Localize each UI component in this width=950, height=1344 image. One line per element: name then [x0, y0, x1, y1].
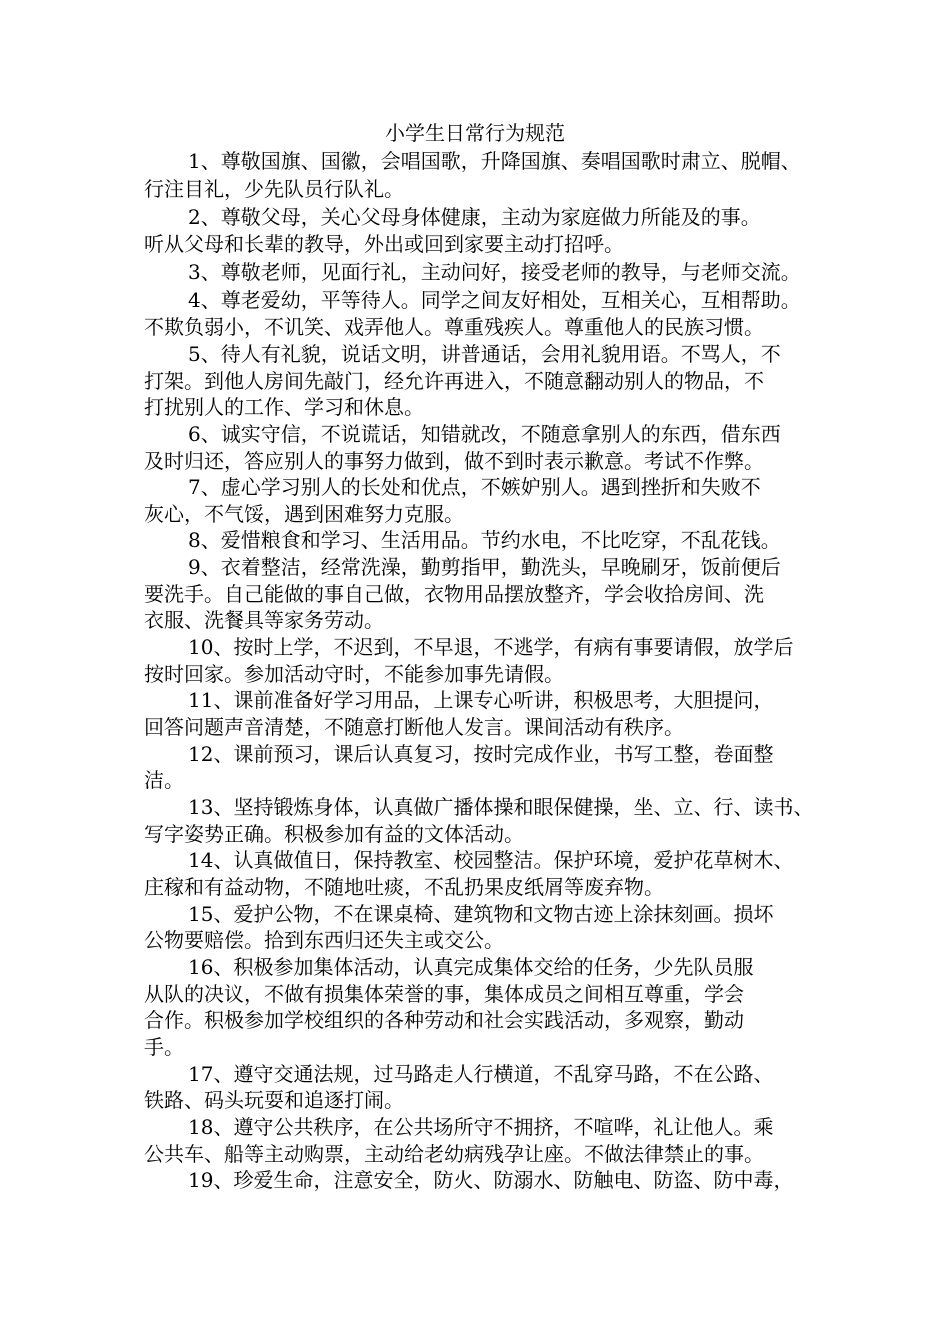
text-line: 12、课前预习，课后认真复习，按时完成作业，书写工整，卷面整: [188, 742, 774, 766]
text-line: 公共车、船等主动购票，主动给老幼病残孕让座。不做法律禁止的事。: [144, 1142, 764, 1166]
text-line: 及时归还，答应别人的事努力做到，做不到时表示歉意。考试不作弊。: [144, 449, 764, 473]
text-line: 手。: [144, 1035, 184, 1059]
text-line: 19、珍爱生命，注意安全，防火、防溺水、防触电、防盗、防中毒，: [188, 1168, 794, 1192]
text-line: 行注目礼，少先队员行队礼。: [144, 177, 404, 201]
text-line: 14、认真做值日，保持教室、校园整洁。保护环境，爱护花草树木、: [188, 848, 794, 872]
text-line: 11、课前准备好学习用品，上课专心听讲，积极思考，大胆提问，: [188, 688, 774, 712]
text-line: 要洗手。自己能做的事自己做，衣物用品摆放整齐，学会收拾房间、洗: [144, 582, 764, 606]
text-line: 按时回家。参加活动守时，不能参加事先请假。: [144, 662, 564, 686]
text-line: 合作。积极参加学校组织的各种劳动和社会实践活动，多观察，勤动: [144, 1008, 744, 1032]
text-line: 13、坚持锻炼身体，认真做广播体操和眼保健操，坐、立、行、读书、: [188, 795, 814, 819]
text-line: 回答问题声音清楚，不随意打断他人发言。课间活动有秩序。: [144, 715, 684, 739]
text-line: 铁路、码头玩耍和追逐打闹。: [144, 1088, 404, 1112]
text-line: 7、虚心学习别人的长处和优点，不嫉妒别人。遇到挫折和失败不: [188, 475, 761, 499]
text-line: 9、衣着整洁，经常洗澡，勤剪指甲，勤洗头，早晚刷牙，饭前便后: [188, 555, 781, 579]
text-line: 2、尊敬父母，关心父母身体健康，主动为家庭做力所能及的事。: [188, 205, 761, 229]
text-line: 8、爱惜粮食和学习、生活用品。节约水电，不比吃穿，不乱花钱。: [188, 528, 781, 552]
text-line: 16、积极参加集体活动，认真完成集体交给的任务，少先队员服: [188, 955, 754, 979]
text-line: 从队的决议，不做有损集体荣誉的事，集体成员之间相互尊重，学会: [144, 982, 744, 1006]
text-line: 1、尊敬国旗、国徽，会唱国歌，升降国旗、奏唱国歌时肃立、脱帽、: [188, 149, 801, 173]
text-line: 公物要赔偿。拾到东西归还失主或交公。: [144, 928, 504, 952]
text-line: 洁。: [144, 768, 184, 792]
text-line: 庄稼和有益动物，不随地吐痰，不乱扔果皮纸屑等废弃物。: [144, 875, 664, 899]
text-line: 灰心，不气馁，遇到困难努力克服。: [144, 502, 464, 526]
page-title: 小学生日常行为规范: [385, 121, 565, 145]
text-line: 6、诚实守信，不说谎话，知错就改，不随意拿别人的东西，借东西: [188, 422, 781, 446]
text-line: 衣服、洗餐具等家务劳动。: [144, 608, 384, 632]
text-line: 听从父母和长辈的教导，外出或回到家要主动打招呼。: [144, 232, 624, 256]
text-line: 3、尊敬老师，见面行礼，主动问好，接受老师的教导，与老师交流。: [188, 260, 801, 284]
text-line: 4、尊老爱幼，平等待人。同学之间友好相处，互相关心，互相帮助。: [188, 288, 801, 312]
text-line: 17、遵守交通法规，过马路走人行横道，不乱穿马路，不在公路、: [188, 1062, 774, 1086]
text-line: 写字姿势正确。积极参加有益的文体活动。: [144, 822, 524, 846]
text-line: 打架。到他人房间先敲门，经允许再进入，不随意翻动别人的物品，不: [144, 369, 764, 393]
text-line: 5、待人有礼貌，说话文明，讲普通话，会用礼貌用语。不骂人，不: [188, 342, 781, 366]
text-line: 18、遵守公共秩序，在公共场所守不拥挤，不喧哗，礼让他人。乘: [188, 1115, 774, 1139]
text-line: 10、按时上学，不迟到，不早退，不逃学，有病有事要请假，放学后: [188, 635, 794, 659]
text-line: 不欺负弱小，不讥笑、戏弄他人。尊重残疾人。尊重他人的民族习惯。: [144, 315, 764, 339]
text-line: 15、爱护公物，不在课桌椅、建筑物和文物古迹上涂抹刻画。损坏: [188, 902, 774, 926]
text-line: 打扰别人的工作、学习和休息。: [144, 395, 424, 419]
